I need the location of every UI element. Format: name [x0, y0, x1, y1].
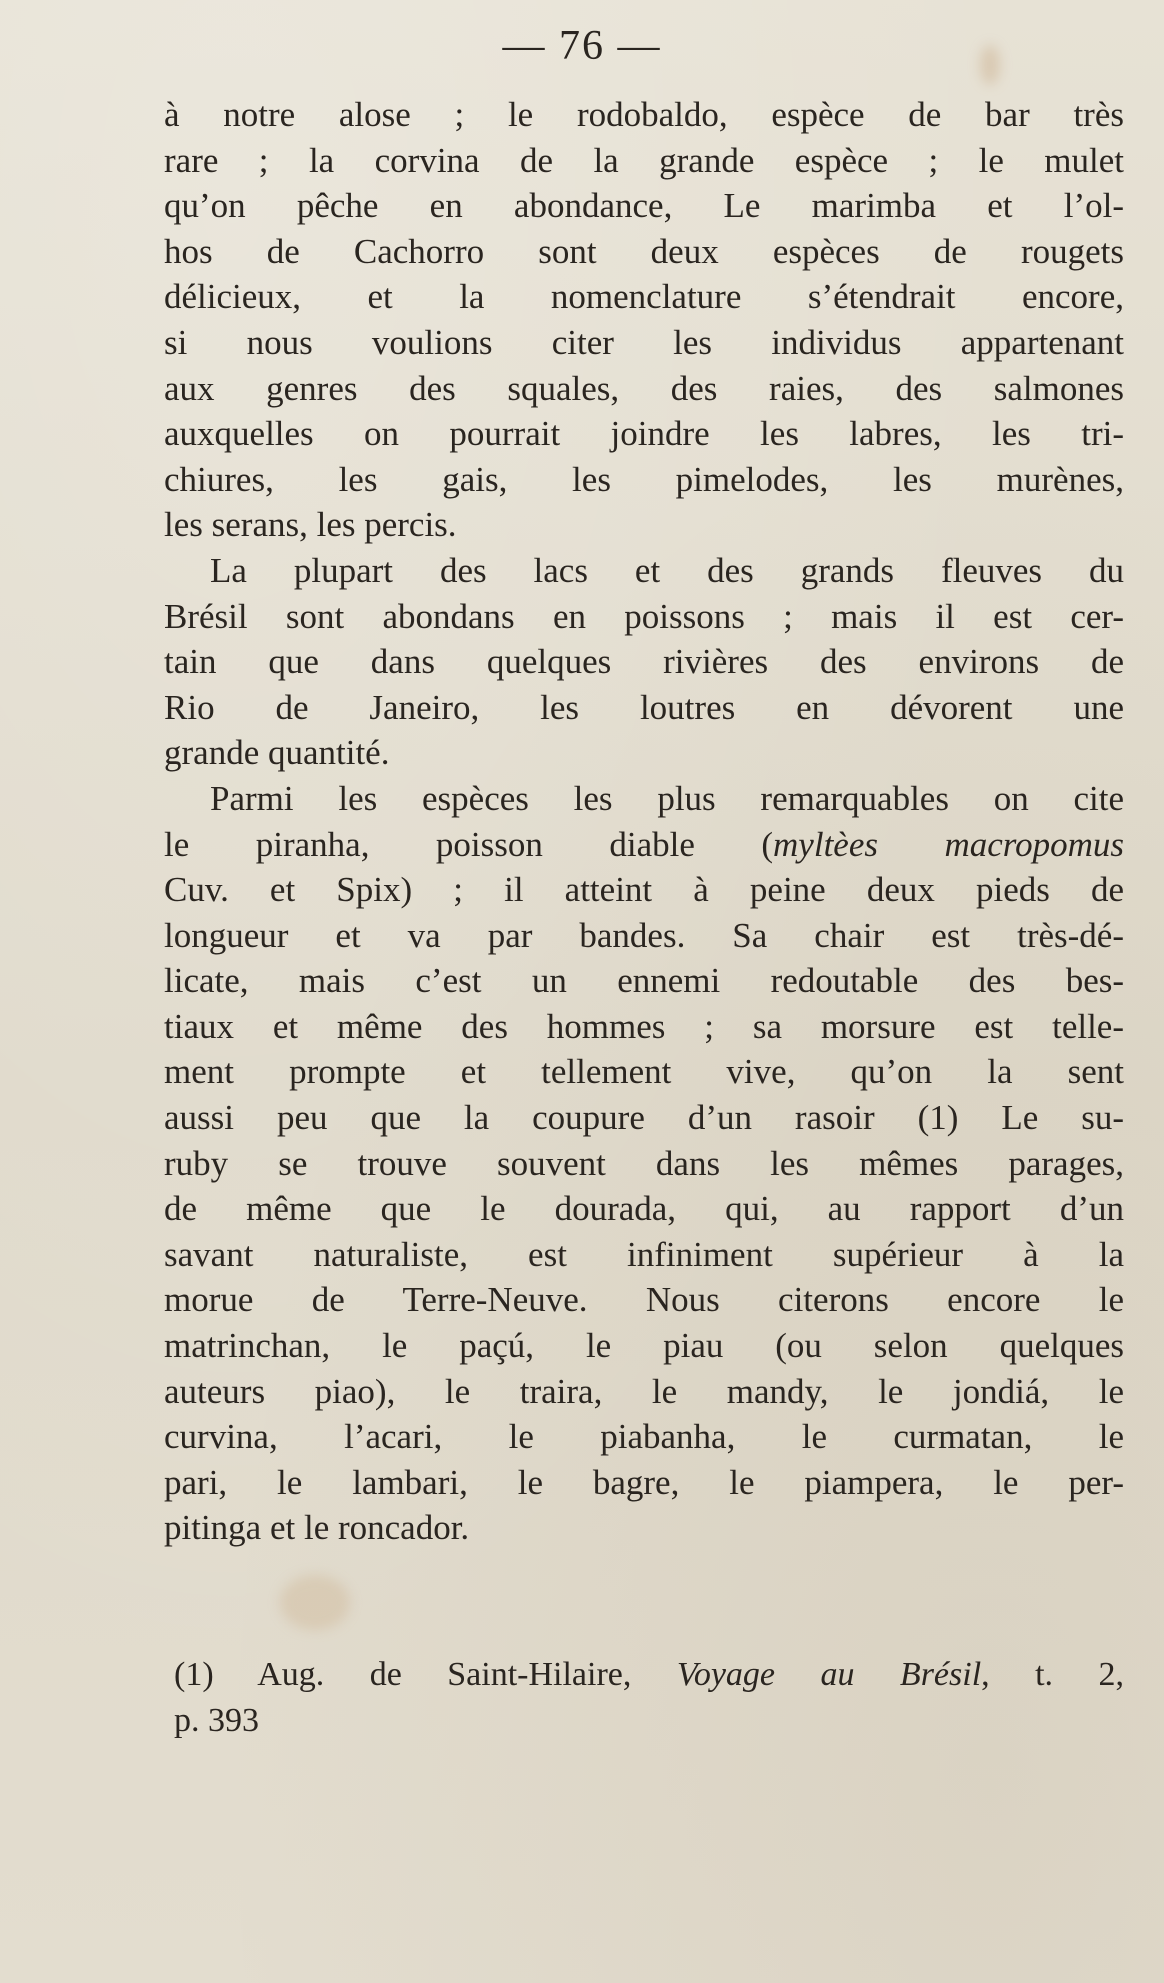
text-line: longueur et va par bandes. Sa chair est très-dé- [164, 915, 1124, 955]
text-line: Cuv. et Spix) ; il atteint à peine deux pieds de [164, 870, 1124, 910]
page-number: — 76 — [502, 23, 662, 69]
text-line: de même que le dourada, qui, au rapport d’un [164, 1189, 1124, 1229]
text-line: Parmi les espèces les plus remarquables on cite [210, 778, 1124, 818]
text-line: tain que dans quelques rivières des environs de [164, 642, 1124, 682]
text-line: rare ; la corvina de la grande espèce ; le mulet [164, 140, 1124, 180]
species-name-italic: myltèes macropomus [773, 824, 1124, 864]
text-line: pari, le lambari, le bagre, le piampera, le per- [164, 1462, 1124, 1502]
footnote-citation: (1) Aug. de Saint-Hilaire, [174, 1656, 677, 1693]
text-line: aussi peu que la coupure d’un rasoir (1) Le su- [164, 1098, 1124, 1138]
text-line: aux genres des squales, des raies, des salmones [164, 368, 1124, 408]
footnote-book-title: Voyage au Brésil [676, 1656, 982, 1693]
text-line: ruby se trouve souvent dans les mêmes parages, [164, 1143, 1124, 1183]
text-line: auteurs piao), le traira, le mandy, le jondiá, le [164, 1371, 1124, 1411]
text-line: auxquelles on pourrait joindre les labres, les tri- [164, 414, 1124, 454]
text-line: hos de Cachorro sont deux espèces de rougets [164, 231, 1124, 271]
text-line: tiaux et même des hommes ; sa morsure est telle- [164, 1006, 1124, 1046]
text-line: licate, mais c’est un ennemi redoutable des bes- [164, 961, 1124, 1001]
footnote [174, 1652, 1124, 1744]
text-line: Brésil sont abondans en poissons ; mais il est cer- [164, 596, 1124, 636]
body-text [164, 92, 1124, 1551]
text-line: La plupart des lacs et des grands fleuves du [210, 550, 1124, 590]
text-line: chiures, les gais, les pimelodes, les murènes, [164, 459, 1124, 499]
footnote-line [174, 1652, 1124, 1698]
text-fragment: le piranha, poisson diable ( [164, 824, 774, 864]
text-line: ment prompte et tellement vive, qu’on la sent [164, 1052, 1124, 1092]
text-line: les serans, les percis. [164, 505, 457, 545]
text-line: curvina, l’acari, le piabanha, le curmatan, le [164, 1417, 1124, 1457]
text-line: à notre alose ; le rodobaldo, espèce de bar très [164, 95, 1124, 134]
text-line: pitinga et le roncador. [164, 1508, 470, 1548]
text-line: délicieux, et la nomenclature s’étendrait encore, [164, 277, 1124, 317]
text-line: Rio de Janeiro, les loutres en dévorent une [164, 687, 1124, 727]
text-line: grande quantité. [164, 733, 390, 773]
footnote-page-ref: p. 393 [174, 1702, 259, 1739]
text-line: matrinchan, le paçú, le piau (ou selon quelques [164, 1326, 1124, 1366]
text-line: si nous voulions citer les individus appartenant [164, 322, 1124, 362]
text-line: qu’on pêche en abondance, Le marimba et l’ol- [164, 186, 1124, 226]
text-line-with-italic [164, 822, 1124, 868]
text-line: morue de Terre-Neuve. Nous citerons encore le [164, 1280, 1124, 1320]
text-line: savant naturaliste, est infiniment supérieur à la [164, 1234, 1124, 1274]
footnote-volume: , t. 2, [981, 1656, 1124, 1693]
paper-stain [280, 1575, 350, 1630]
